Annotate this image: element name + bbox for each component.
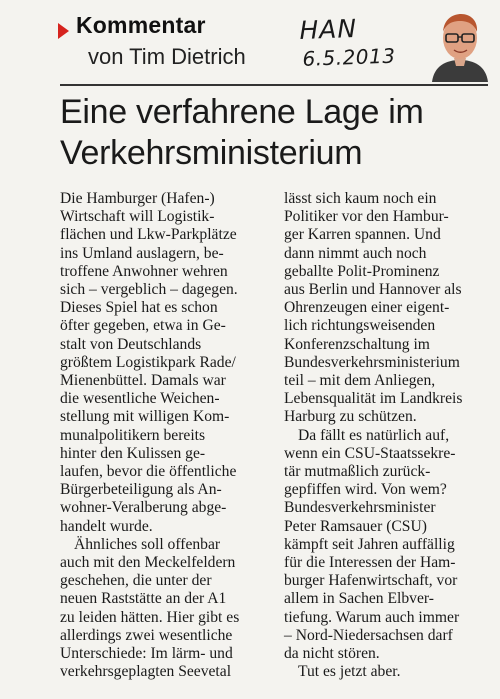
article-line: munalpolitikern bereits (60, 426, 206, 444)
article-line: Harburg zu schützen. (284, 408, 417, 426)
article-line: stalt von Deutschlands (60, 335, 202, 353)
handwritten-source: HAN (298, 13, 358, 45)
article-line: Wirtschaft will Logistik- (60, 208, 215, 226)
article-line: Die Hamburger (Hafen-) (60, 190, 215, 207)
article-line: Bürgerbeteiligung als An- (60, 481, 222, 499)
article-line: größtem Logistikpark Rade/ (60, 353, 236, 371)
article-line: Politiker vor den Hambur- (284, 208, 449, 226)
article-line: wenn ein CSU-Staatssekre- (284, 444, 456, 462)
article-line: Unterschiede: Im lärm- und (60, 645, 233, 663)
handwritten-annotation (295, 12, 417, 78)
author-portrait-icon (424, 6, 496, 82)
article-line: Da fällt es natürlich auf, (298, 426, 450, 444)
article-line: handelt wurde. (60, 517, 153, 535)
header-rule (60, 84, 488, 86)
article-line: wohner-Veralberung abge- (60, 499, 227, 517)
article-line: Ohrenzeugen einer eigent- (284, 299, 450, 317)
article-line: allerdings zwei wesentliche (60, 626, 233, 644)
headline-line: Verkehrsministerium (60, 134, 363, 172)
article-line: Bundesverkehrsministerium (284, 353, 460, 371)
article-line: gepfiffen wird. Von wem? (284, 481, 447, 499)
handwritten-date: 6.5.2013 (302, 43, 396, 71)
article-line: lich richtungsweisenden (284, 317, 436, 335)
article-line: geschehen, die unter der (60, 572, 212, 590)
article-line: für die Interessen der Ham- (284, 554, 456, 572)
article-line: Dieses Spiel hat es schon (60, 299, 218, 317)
article-column-right (284, 190, 489, 681)
article-column-left (60, 190, 265, 681)
red-arrow-icon (58, 23, 69, 39)
article-line: burger Hafenwirtschaft, vor (284, 572, 458, 590)
article-line: Ähnliches soll offenbar (74, 535, 221, 553)
article-line: allem in Sachen Elbver- (284, 590, 434, 608)
author-byline: von Tim Dietrich (88, 44, 246, 69)
article-line: troffene Anwohner wehren (60, 262, 228, 280)
article-line: flächen und Lkw-Parkplätze (60, 226, 237, 244)
article-line: verkehrsgeplagten Seevetal (60, 663, 232, 681)
article-line: geballte Polit-Prominenz (284, 262, 440, 280)
article-line: die wesentliche Weichen- (60, 390, 220, 408)
section-kicker: Kommentar (76, 11, 206, 38)
kicker-row (62, 10, 206, 40)
article-line: öfter gegeben, etwa in Ge- (60, 317, 226, 335)
article-line: Peter Ramsauer (CSU) (284, 517, 427, 535)
article-line: Mienenbüttel. Damals war (60, 372, 226, 390)
article-line: zu leiden hätten. Hier gibt es (60, 608, 240, 626)
article-line: ins Umland auslagern, be- (60, 244, 224, 262)
article-line: tär mutmaßlich zurück- (284, 463, 431, 481)
article-line: – Nord-Niedersachsen darf (284, 626, 453, 644)
article-line: da nicht stören. (284, 645, 380, 663)
headline (60, 92, 490, 174)
article-line: teil – mit dem Anliegen, (284, 372, 436, 390)
article-line: laufen, bevor die öffentliche (60, 463, 237, 481)
headline-line: Eine verfahrene Lage im (60, 93, 424, 131)
article-line: sich – vergeblich – dagegen. (60, 281, 238, 299)
article-line: Bundesverkehrsminister (284, 499, 436, 517)
article-line: tiefung. Warum auch immer (284, 608, 460, 626)
article-line: Konferenzschaltung im (284, 335, 430, 353)
article-line: kämpft seit Jahren auffällig (284, 535, 455, 553)
article-line: hinter den Kulissen ge- (60, 444, 206, 462)
article-line: ger Karren spannen. Und (284, 226, 441, 244)
article-line: neuen Raststätte an der A1 (60, 590, 227, 608)
article-line: Tut es jetzt aber. (298, 663, 401, 681)
article-line: auch mit den Meckelfeldern (60, 554, 236, 572)
bleed-through-ghost (304, 156, 312, 181)
article-line: dann nimmt auch noch (284, 244, 427, 262)
article-line: aus Berlin und Hannover als (284, 281, 462, 299)
article-line: stellung mit willigen Kom- (60, 408, 230, 426)
article-line: lässt sich kaum noch ein (284, 190, 437, 207)
article-line: Lebensqualität im Landkreis (284, 390, 463, 408)
